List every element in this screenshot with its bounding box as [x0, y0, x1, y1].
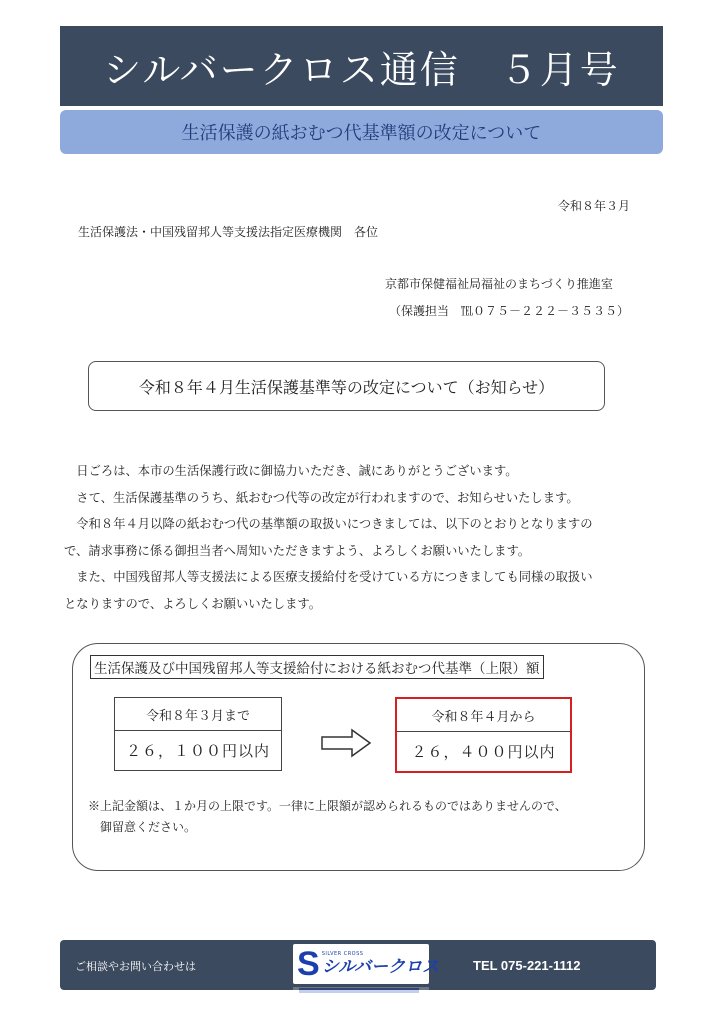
silver-cross-logo	[293, 944, 440, 984]
logo-s-mark-icon: S	[297, 945, 320, 983]
body-line: となりますので、よろしくお願いいたします。	[64, 596, 322, 611]
footer-telephone: TEL 075-221-1112	[473, 958, 581, 973]
after-period-label: 令和８年４月から	[396, 698, 571, 732]
footer-inquiry-text: ご相談やお問い合わせは	[75, 960, 196, 973]
body-line: また、中国残留邦人等支援法による医療支援給付を受けている方につきましても同様の取扱い	[64, 570, 593, 584]
rate-table-after	[395, 697, 572, 773]
newsletter-title: シルバークロス通信 ５月号	[60, 26, 663, 106]
newsletter-subtitle: 生活保護の紙おむつ代基準額の改定について	[60, 110, 663, 154]
footnote-line: 御留意ください。	[88, 820, 197, 834]
notice-title: 令和８年４月生活保護基準等の改定について（お知らせ）	[138, 377, 555, 397]
sender-organization: 京都市保健福祉局福祉のまちづくり推進室	[385, 277, 613, 291]
before-period-label: 令和８年３月まで	[115, 698, 282, 731]
footnote-line: ※上記金額は、１か月の上限です。一律に上限額が認められるものではありませんので、	[88, 799, 567, 813]
body-line: 令和８年４月以降の紙おむつ代の基準額の取扱いにつきましては、以下のとおりとなりますの	[64, 517, 593, 531]
panel-footnote	[88, 796, 628, 838]
body-line: さて、生活保護基準のうち、紙おむつ代等の改定が行われますので、お知らせいたします。	[64, 490, 579, 505]
rate-table-before	[114, 697, 282, 771]
logo-reflection	[293, 986, 429, 1000]
right-arrow-icon	[320, 728, 372, 758]
letter-date: 令和８年３月	[558, 199, 631, 213]
after-amount: ２６，４００円以内	[396, 732, 571, 773]
body-line: 日ごろは、本市の生活保護行政に御協力いただき、誠にありがとうございます。	[64, 464, 518, 478]
panel-title: 生活保護及び中国残留邦人等支援給付における紙おむつ代基準（上限）額	[90, 655, 544, 679]
sender-contact: （保護担当 ℡０７５－２２２－３５３５）	[389, 304, 630, 318]
letter-addressee: 生活保護法・中国残留邦人等支援法指定医療機関 各位	[78, 225, 379, 239]
before-amount: ２６，１００円以内	[115, 731, 282, 771]
logo-small-text: SILVER CROSS	[321, 951, 364, 957]
body-line: で、請求事務に係る御担当者へ周知いただきますよう、よろしくお願いいたします。	[64, 543, 531, 558]
notice-title-box	[88, 361, 605, 411]
logo-name: シルバークロス	[321, 957, 440, 977]
letter-body	[64, 458, 674, 617]
